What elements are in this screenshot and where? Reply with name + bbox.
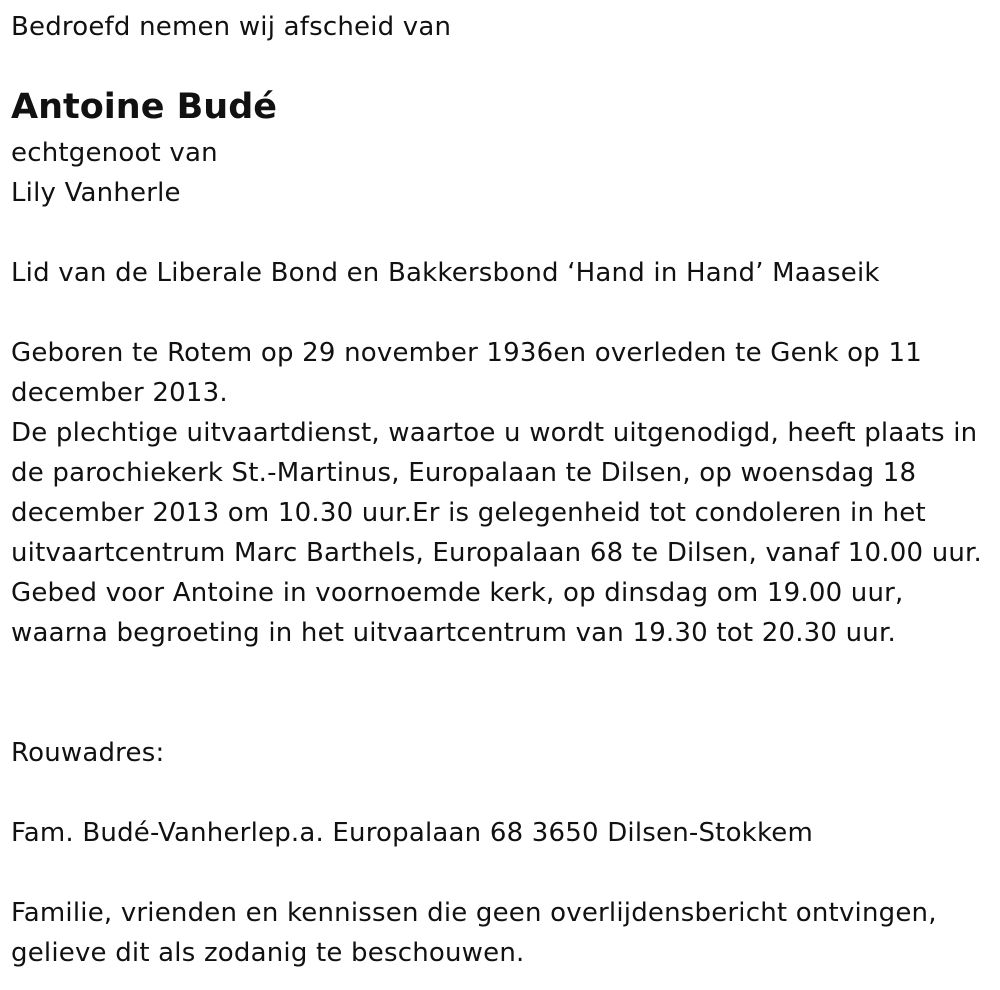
intro-text: Bedroefd nemen wij afscheid van [11, 12, 452, 42]
funeral-details [11, 333, 996, 653]
spouse-name: Lily Vanherle [11, 178, 181, 208]
mourning-address: Fam. Budé-Vanherlep.a. Europalaan 68 3650 Dilsen-Stokkem [11, 818, 813, 848]
birth-death-text: Geboren te Rotem op 29 november 1936en overleden te Genk op 11 december 2013. [11, 338, 922, 408]
membership-text: Lid van de Liberale Bond en Bakkersbond ‘Hand in Hand’ Maaseik [11, 258, 880, 288]
mourning-address-label: Rouwadres: [11, 738, 165, 768]
prayer-text: Gebed voor Antoine in voornoemde kerk, op dinsdag om 19.00 uur, waarna begroeting in het uitvaartcentrum van 19.30 tot 20.30 uur. [11, 578, 904, 648]
relation-label: echtgenoot van [11, 138, 218, 168]
closing-text: Familie, vrienden en kennissen die geen overlijdensbericht ontvingen, gelieve dit als zodanig te beschouwen. [11, 898, 937, 968]
deceased-name: Antoine Budé [11, 87, 278, 127]
funeral-service-text: De plechtige uitvaartdienst, waartoe u wordt uitgenodigd, heeft plaats in de parochiekerk St.-Martinus, Europalaan te Dilsen, op woensdag 18 december 2013 om 10.30 uur.Er is gelegenheid tot condoleren in het uitvaartcentrum Marc Barthels, Europalaan 68 te Dilsen, vanaf 10.00 uur. [11, 418, 983, 568]
